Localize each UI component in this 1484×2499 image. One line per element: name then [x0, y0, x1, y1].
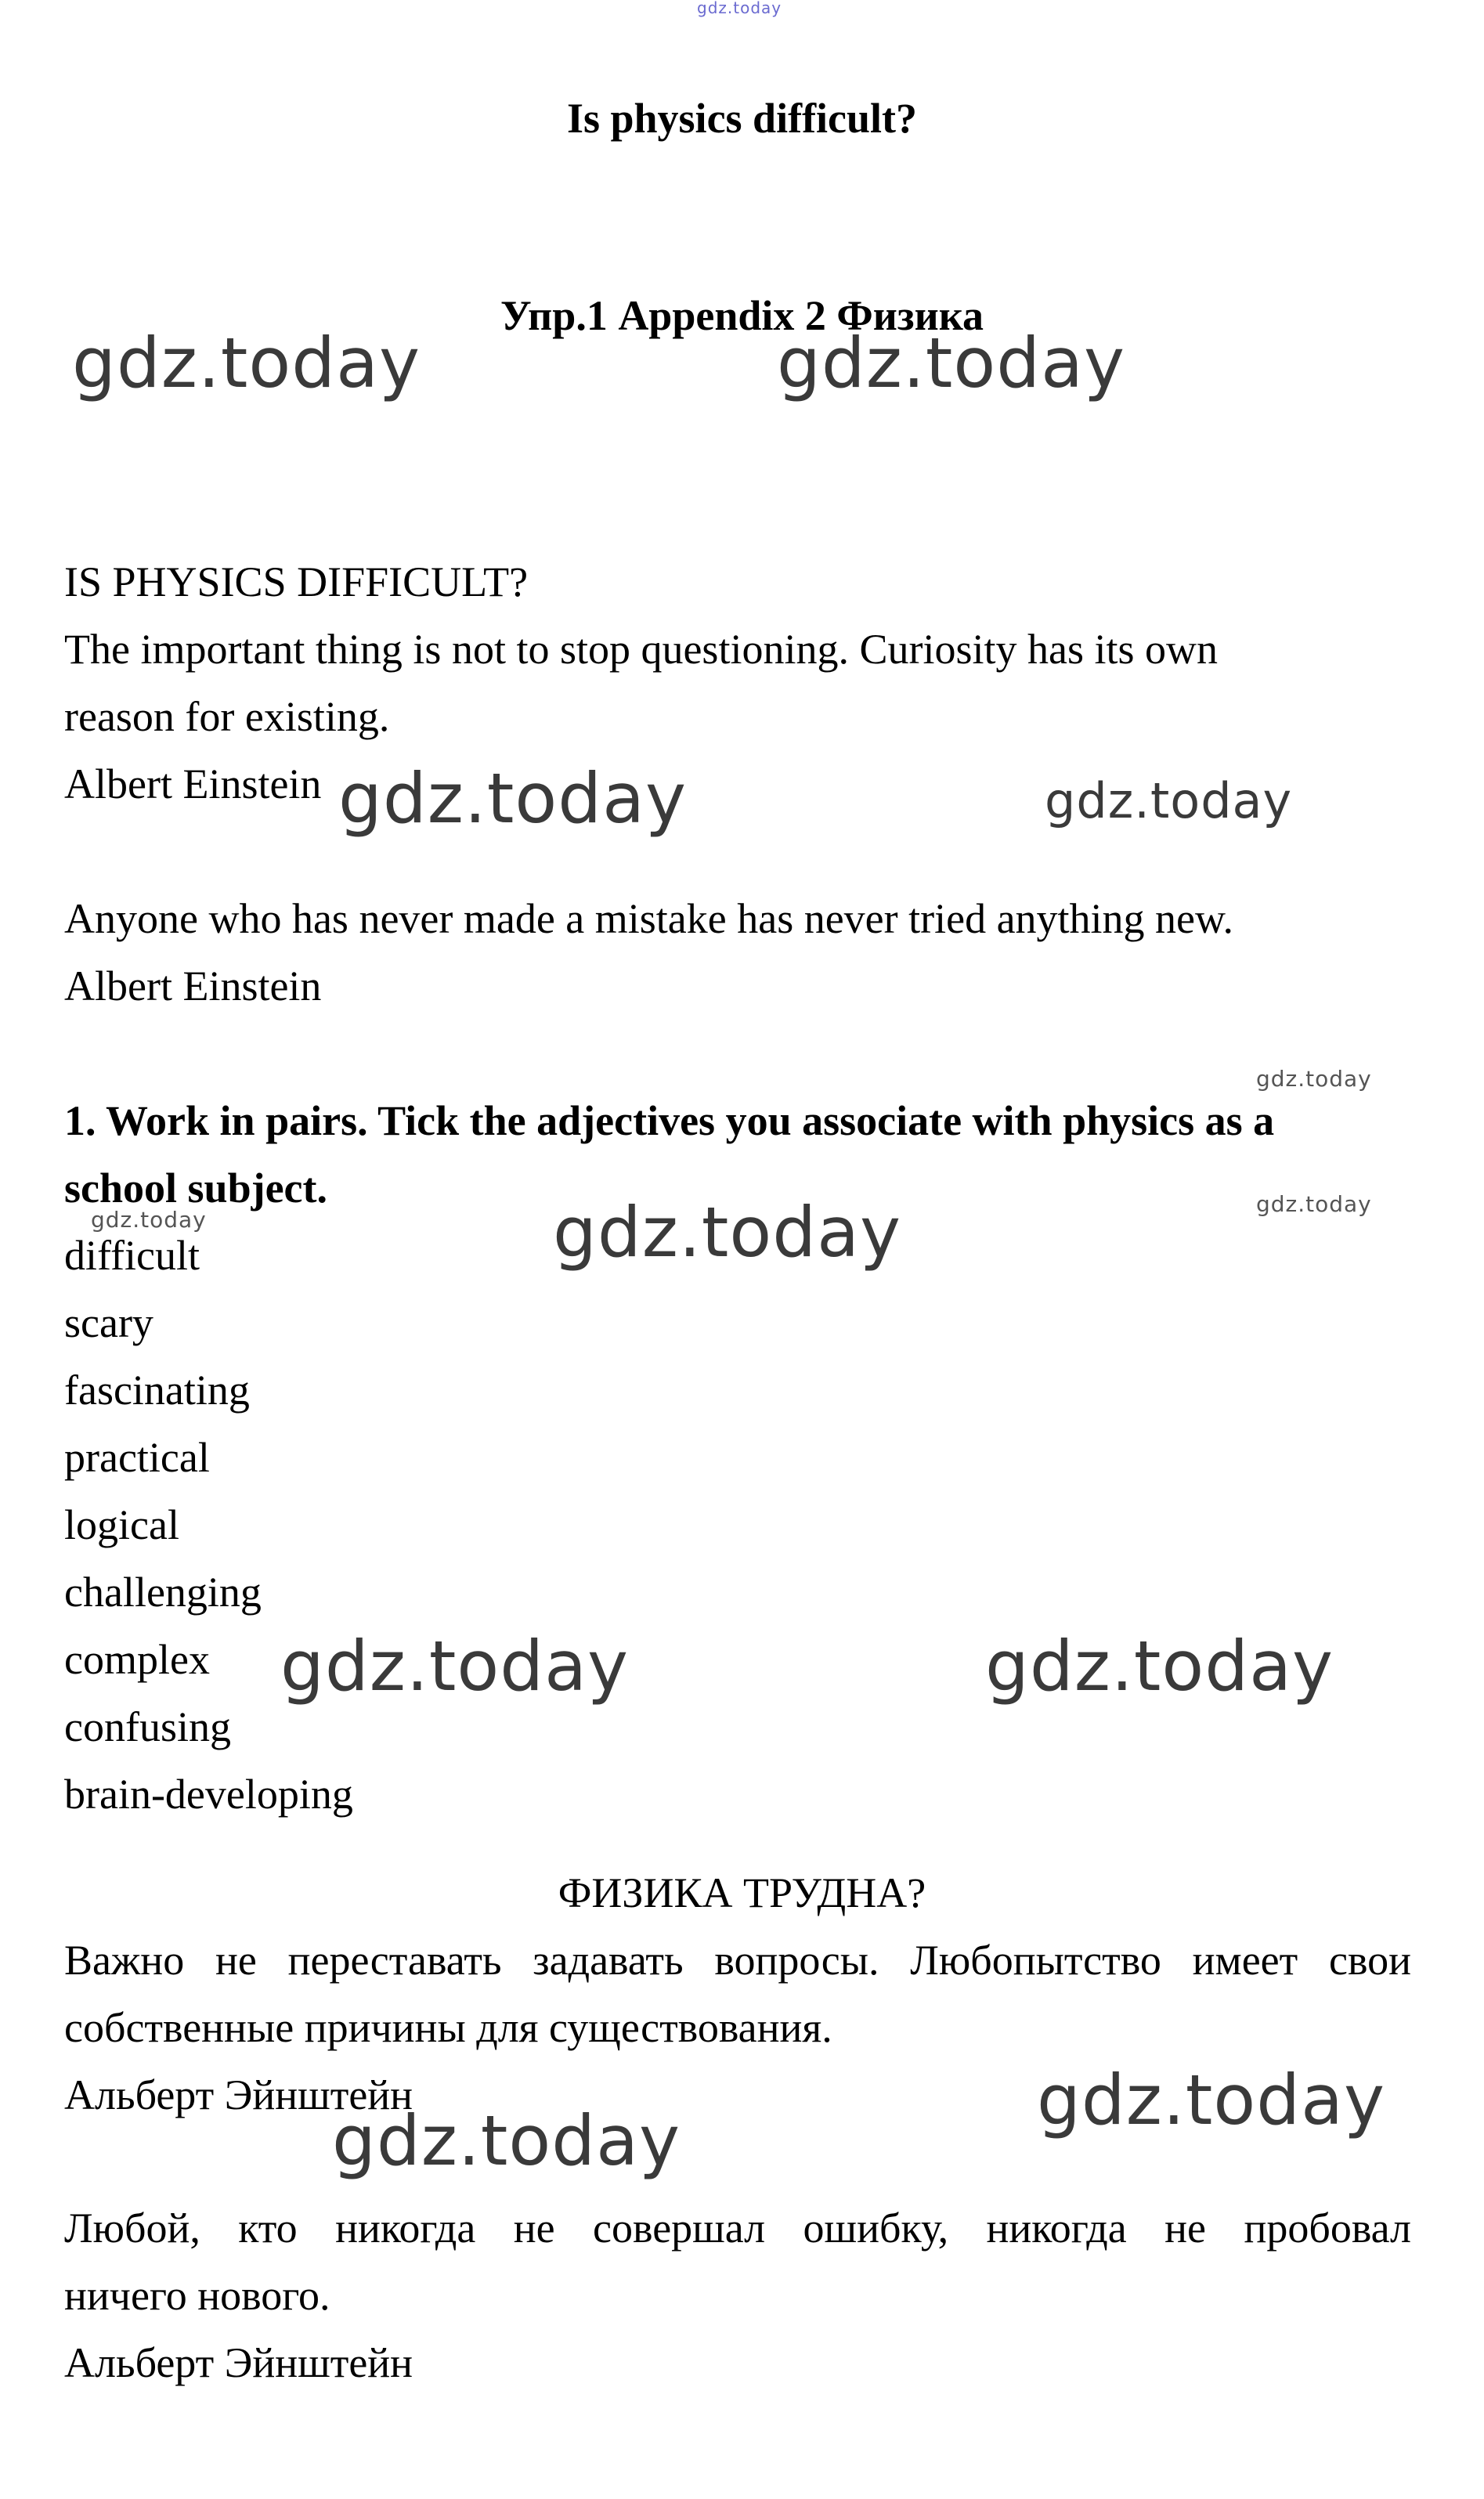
page-title: Is physics difficult? — [566, 95, 918, 142]
watermark: gdz.today — [777, 323, 1126, 403]
english-quote1-line2: reason for existing. — [64, 693, 390, 740]
watermark: gdz.today — [332, 2100, 681, 2181]
adjective-item: scary — [64, 1299, 153, 1346]
russian-quote2-line1: Любой, кто никогда не совершал ошибку, никогда не пробовал — [64, 2205, 1411, 2252]
russian-quote2-line2: ничего нового. — [64, 2272, 330, 2319]
watermark: gdz.today — [72, 323, 421, 403]
watermark: gdz.today — [1256, 1066, 1372, 1092]
adjective-item: brain-developing — [64, 1771, 353, 1818]
watermark: gdz.today — [280, 1626, 630, 1706]
adjective-item: practical — [64, 1434, 210, 1481]
english-quote2: Anyone who has never made a mistake has never tried anything new. — [64, 895, 1234, 942]
watermark: gdz.today — [1256, 1191, 1372, 1217]
task-instruction-line2: school subject. — [64, 1165, 327, 1212]
english-quote1-author: Albert Einstein — [64, 760, 322, 807]
watermark: gdz.today — [553, 1192, 902, 1273]
watermark: gdz.today — [91, 1207, 207, 1233]
adjective-item: logical — [64, 1501, 179, 1548]
adjective-item: complex — [64, 1636, 210, 1683]
russian-quote2-author: Альберт Эйнштейн — [64, 2339, 413, 2386]
russian-quote1-author: Альберт Эйнштейн — [64, 2071, 413, 2118]
adjective-item: challenging — [64, 1569, 262, 1616]
russian-quote1-line2: собственные причины для существования. — [64, 2004, 832, 2051]
task-instruction-line1: 1. Work in pairs. Tick the adjectives you associate with physics as a — [64, 1097, 1275, 1144]
english-heading: IS PHYSICS DIFFICULT? — [64, 558, 529, 605]
watermark: gdz.today — [985, 1626, 1334, 1706]
adjective-item: fascinating — [64, 1367, 250, 1414]
adjective-item: confusing — [64, 1703, 231, 1750]
watermark: gdz.today — [338, 758, 688, 839]
russian-quote1-line1: Важно не переставать задавать вопросы. Любопытство имеет свои — [64, 1937, 1411, 1984]
adjective-item: difficult — [64, 1232, 200, 1279]
page-subtitle: Упр.1 Appendix 2 Физика — [500, 292, 984, 339]
watermark: gdz.today — [1037, 2060, 1386, 2140]
watermark: gdz.today — [1045, 772, 1293, 829]
english-quote2-author: Albert Einstein — [64, 962, 322, 1009]
english-quote1-line1: The important thing is not to stop questioning. Curiosity has its own — [64, 626, 1218, 673]
russian-heading: ФИЗИКА ТРУДНА? — [558, 1869, 926, 1916]
top-watermark: gdz.today — [697, 0, 782, 17]
